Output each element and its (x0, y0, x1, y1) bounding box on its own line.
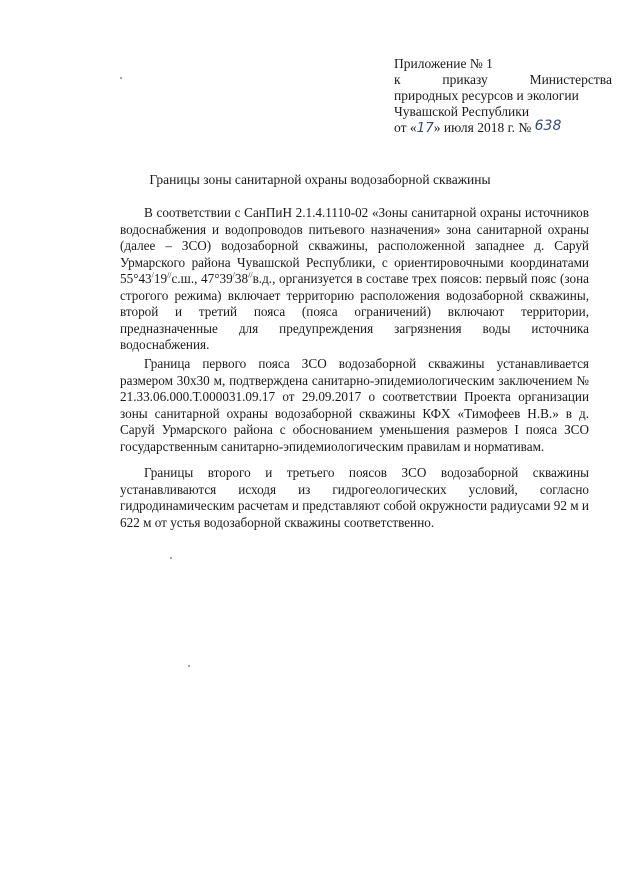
p1-sup-3: / (232, 270, 235, 280)
date-prefix: от « (394, 120, 417, 135)
appendix-order-line (394, 72, 612, 88)
appendix-date-line (394, 120, 612, 136)
appendix-ministry-name: природных ресурсов и экологии (394, 88, 579, 103)
p1-text-a: В соответствии с СанПиН 2.1.4.1110-02 «Зоны санитарной охраны источников водоснабжения и водопроводов питьевого назначения» зона санитарной охраны (далее – ЗСО) водозаборной скважины, расположенной западнее д. Саруй Урмарского района Чувашской Республики, с ориентировочными координатами 55°43 (120, 205, 589, 286)
date-middle: » июля 2018 г. № (433, 120, 532, 135)
appendix-number: Приложение № 1 (394, 56, 493, 71)
paragraph-2: Граница первого пояса ЗСО водозаборной скважины устанавливается размером 30х30 м, подтверждена санитарно-эпидемиологическим заключением № 21.33.06.000.Т.000031.09.17 от 29.09.2017 о соответствии Проекта организации зоны санитарной охраны водозаборной скважины КФХ «Тимофеев Н.В.» в д. Саруй Урмарского района с обоснованием уменьшения размеров I пояса ЗСО государственным санитарно-эпидемиологическим правилам и нормативам. (120, 356, 589, 454)
appendix-header (394, 56, 612, 136)
handwritten-order-number: 638 (534, 118, 562, 134)
appendix-ministry: Министерства (529, 72, 612, 87)
p1-sup-1: / (151, 270, 154, 280)
p1-text-c: с.ш., 47°39 (171, 271, 233, 286)
appendix-republic: Чувашской Республики (394, 104, 530, 119)
scan-speck (188, 665, 190, 667)
handwritten-day: 17 (416, 120, 434, 136)
scan-speck (120, 77, 122, 79)
p1-sup-4: // (248, 270, 253, 280)
appendix-order-k: к (394, 72, 401, 87)
paragraph-3: Границы второго и третьего поясов ЗСО водозаборной скважины устанавливаются исходя из гидрогеологических условий, согласно гидродинамическим расчетам и представляют собой окружности радиусами 92 м и 622 м от устья водозаборной скважины соответственно. (120, 465, 589, 530)
p1-text-b: 19 (153, 271, 168, 286)
p1-sup-2: // (167, 270, 172, 280)
scan-speck (170, 557, 172, 559)
document-title: Границы зоны санитарной охраны водозаборной скважины (149, 172, 491, 187)
paragraph-1 (120, 205, 589, 354)
appendix-order-word: приказу (442, 72, 488, 87)
p1-text-d: 38 (234, 271, 249, 286)
p1-text-e: в.д., организуется в составе трех поясов: первый пояс (зона строгого режима) включает территорию расположения водозаборной скважины, второй и третий пояса (пояса ограничений) включают территории, предназначенные для предупреждения загрязнения воды источника водоснабжения. (120, 271, 589, 352)
